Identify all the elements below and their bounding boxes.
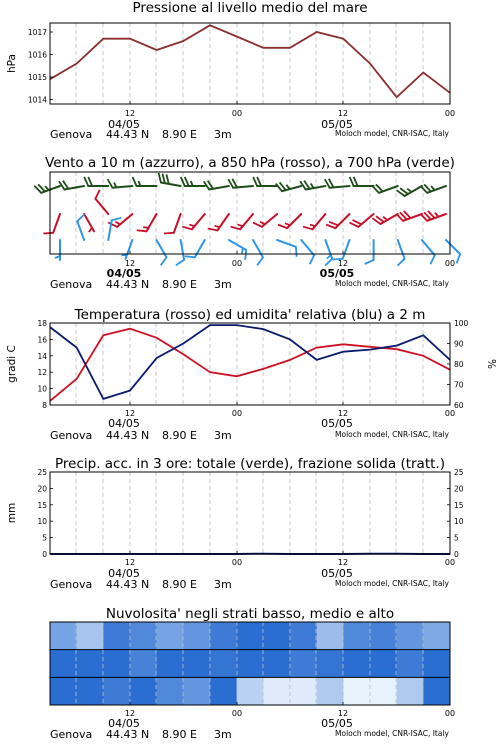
- date-label: 05/05: [321, 417, 353, 430]
- barb-shaft: [53, 214, 60, 233]
- humidity-line: [50, 325, 450, 399]
- cloud-cell: [290, 677, 317, 705]
- barb-shaft: [335, 214, 349, 228]
- wind-barb: [157, 173, 182, 186]
- location-city: Genova: [50, 578, 93, 591]
- wind-barb: [185, 236, 205, 261]
- precip-panel: [6, 456, 464, 591]
- wind-barb: [396, 206, 422, 223]
- cloud-cell: [183, 622, 210, 650]
- cloud-cell: [290, 650, 317, 678]
- date-label: 05/05: [319, 267, 355, 280]
- cloud-cell: [210, 677, 237, 705]
- cloud-cell: [157, 622, 184, 650]
- location-lon: 8.90 E: [162, 128, 197, 141]
- cloud-cell: [210, 622, 237, 650]
- cloud-cell: [77, 650, 104, 678]
- panel-title: Nuvolosita' negli strati basso, medio e alto: [105, 606, 395, 622]
- panel-title: Pressione al livello medio del mare: [132, 0, 368, 16]
- cloud-cell: [183, 650, 210, 678]
- time-tick-label: 00: [444, 109, 456, 118]
- y-tick-label: 5: [454, 533, 459, 543]
- cloud-cell: [343, 650, 370, 678]
- wind-barb: [372, 206, 397, 226]
- cloud-cell: [343, 622, 370, 650]
- time-tick-label: 12: [337, 709, 349, 718]
- wind-barb: [253, 207, 277, 229]
- barb-full: [396, 259, 406, 266]
- y-tick-label: 1015: [27, 73, 47, 82]
- wind-barb: [294, 240, 316, 264]
- y-tick-label: 18: [37, 319, 47, 328]
- wind-barb: [181, 177, 205, 186]
- barb-shaft: [287, 214, 301, 228]
- model-credit: Moloch model, CNR-ISAC, Italy: [335, 430, 449, 439]
- cloud-cell: [210, 650, 237, 678]
- location-lat: 44.43 N: [106, 429, 150, 442]
- barb-shaft: [84, 214, 94, 231]
- cloud-cell: [77, 677, 104, 705]
- barb-full: [157, 173, 163, 183]
- location-alt: 3m: [214, 278, 232, 291]
- cloud-cell: [50, 650, 77, 678]
- cloud-cell: [397, 622, 424, 650]
- location-lat: 44.43 N: [106, 128, 150, 141]
- barb-full: [112, 216, 122, 222]
- wind-barb: [108, 177, 133, 188]
- barb-full: [185, 177, 189, 186]
- wind-barb: [389, 240, 406, 266]
- date-label: 05/05: [321, 717, 353, 730]
- wind-barb: [415, 240, 437, 264]
- y-tick-label: 10: [37, 384, 47, 394]
- barb-shaft: [313, 214, 326, 229]
- pressure-line: [50, 25, 450, 97]
- location-alt: 3m: [214, 429, 232, 442]
- y-tick-label: 1014: [27, 95, 47, 105]
- y-tick-label: 90: [454, 339, 464, 349]
- wind-barb: [245, 240, 265, 265]
- time-tick-label: 12: [337, 109, 349, 118]
- model-credit: Moloch model, CNR-ISAC, Italy: [335, 279, 449, 288]
- barb-shaft: [405, 186, 422, 196]
- cloud-cell: [263, 677, 290, 705]
- cloud-cell: [343, 677, 370, 705]
- barb-full: [133, 177, 137, 186]
- location-lat: 44.43 N: [106, 728, 150, 741]
- barb-full: [93, 190, 102, 199]
- barb-full: [354, 177, 358, 186]
- time-tick-label: 12: [124, 259, 136, 268]
- wind-barb: [59, 177, 84, 190]
- barb-full: [350, 177, 354, 186]
- wind-barb: [204, 177, 229, 190]
- y-tick-label: 14: [37, 351, 47, 361]
- wind-barb: [326, 208, 349, 231]
- cloud-cell: [290, 622, 317, 650]
- location-city: Genova: [50, 128, 93, 141]
- location-lat: 44.43 N: [106, 578, 150, 591]
- model-credit: Moloch model, CNR-ISAC, Italy: [335, 579, 449, 588]
- barb-full: [307, 255, 316, 264]
- cloud-cell: [423, 622, 450, 650]
- wind-panel: [34, 155, 463, 291]
- barb-shaft: [343, 240, 350, 259]
- barb-shaft: [422, 240, 435, 255]
- cloud-cell: [317, 622, 344, 650]
- barb-shaft: [195, 240, 205, 257]
- cloud-cell: [103, 622, 130, 650]
- y-tick-label: 8: [42, 401, 47, 410]
- cloud-cell: [103, 650, 130, 678]
- barb-full: [293, 247, 300, 257]
- cloud-cell: [103, 677, 130, 705]
- wind-barb: [231, 208, 253, 232]
- time-tick-label: 00: [444, 259, 456, 268]
- barb-half: [115, 220, 120, 225]
- panel-title: Temperatura (rosso) ed umidita' relativa (blu) a 2 m: [74, 307, 426, 323]
- temperature-line: [50, 329, 450, 401]
- time-tick-label: 00: [231, 259, 243, 268]
- time-tick-label: 12: [124, 709, 136, 718]
- barb-shaft: [277, 240, 296, 247]
- barb-full: [84, 177, 88, 186]
- time-tick-label: 12: [124, 558, 136, 567]
- barb-shaft: [95, 199, 108, 214]
- panel-title: Precip. acc. in 3 ore: totale (verde), frazione solida (tratt.): [55, 456, 445, 472]
- cloud-cell: [397, 650, 424, 678]
- panel-title: Vento a 10 m (azzurro), a 850 hPa (rosso), a 700 hPa (verde): [45, 155, 455, 171]
- cloud-cell: [157, 677, 184, 705]
- cloud-cell: [50, 677, 77, 705]
- barb-full: [253, 177, 257, 186]
- barb-shaft: [301, 240, 314, 255]
- y-tick-label: 0: [42, 550, 47, 559]
- wind-barb: [182, 208, 204, 232]
- wind-barb: [208, 209, 229, 234]
- cloud-cell: [370, 650, 397, 678]
- wind-barb: [43, 211, 60, 237]
- wind-barb: [317, 240, 334, 266]
- y-axis-label: hPa: [6, 54, 18, 73]
- cloud-cell: [370, 622, 397, 650]
- wind-barb: [149, 240, 169, 265]
- model-credit: Moloch model, CNR-ISAC, Italy: [335, 729, 449, 738]
- time-tick-label: 12: [124, 109, 136, 118]
- barb-full: [76, 214, 86, 221]
- barb-full: [454, 254, 463, 263]
- barb-full: [365, 260, 374, 264]
- barb-shaft: [181, 240, 184, 260]
- time-tick-label: 00: [231, 409, 243, 418]
- y-tick-label: 5: [42, 533, 47, 543]
- wind-barb: [108, 216, 121, 241]
- wind-barb: [300, 177, 325, 190]
- time-tick-label: 00: [231, 558, 243, 567]
- cloud-cell: [263, 622, 290, 650]
- time-tick-label: 00: [444, 709, 456, 718]
- cloud-panel: [50, 606, 455, 741]
- barb-shaft: [161, 183, 181, 186]
- y-tick-label: 60: [454, 401, 464, 410]
- time-tick-label: 00: [444, 558, 456, 567]
- wind-barb: [228, 177, 253, 188]
- cloud-cell: [50, 622, 77, 650]
- y-tick-label: 25: [37, 468, 47, 477]
- date-label: 04/05: [108, 717, 140, 730]
- barb-half: [260, 220, 265, 225]
- cloud-cell: [237, 650, 264, 678]
- barb-shaft: [240, 214, 253, 229]
- barb-full: [181, 177, 185, 186]
- cloud-cell: [423, 650, 450, 678]
- barb-shaft: [77, 221, 84, 240]
- location-alt: 3m: [214, 128, 232, 141]
- barb-shaft: [398, 240, 405, 259]
- barb-full: [88, 177, 92, 186]
- cloud-cell: [317, 650, 344, 678]
- time-tick-label: 00: [444, 409, 456, 418]
- location-lat: 44.43 N: [106, 278, 150, 291]
- wind-barb: [133, 177, 157, 186]
- wind-barb: [325, 177, 350, 188]
- wind-barb: [372, 178, 398, 195]
- cloud-cell: [317, 677, 344, 705]
- y-tick-label: 15: [37, 500, 47, 510]
- wind-barb: [276, 177, 302, 192]
- barb-full: [255, 257, 265, 265]
- y-axis-label: gradi C: [6, 345, 18, 383]
- date-label: 04/05: [106, 267, 142, 280]
- y-axis-label-right: %: [485, 359, 497, 369]
- date-label: 04/05: [108, 417, 140, 430]
- plot-frame: [50, 472, 450, 554]
- y-tick-label: 1016: [27, 50, 47, 60]
- time-tick-label: 00: [231, 109, 243, 118]
- y-tick-label: 12: [37, 368, 47, 378]
- date-label: 05/05: [321, 567, 353, 580]
- wind-barb: [121, 238, 133, 259]
- barb-shaft: [380, 214, 397, 224]
- location-city: Genova: [50, 429, 93, 442]
- y-tick-label: 15: [454, 500, 464, 510]
- pressure-panel: [6, 0, 455, 141]
- wind-barb: [253, 177, 277, 186]
- wind-barb: [84, 177, 108, 186]
- cloud-cell: [157, 650, 184, 678]
- wind-barb: [420, 206, 446, 223]
- barb-shaft: [358, 214, 373, 227]
- wind-barb: [303, 208, 325, 232]
- wind-barb: [34, 178, 60, 195]
- location-lon: 8.90 E: [162, 278, 197, 291]
- time-tick-label: 12: [337, 409, 349, 418]
- cloud-cell: [130, 622, 157, 650]
- barb-full: [175, 260, 185, 266]
- wind-barb: [164, 211, 181, 237]
- cloud-cell: [237, 622, 264, 650]
- barb-shaft: [126, 240, 133, 259]
- y-tick-label: 10: [37, 517, 47, 527]
- y-tick-label: 1017: [27, 28, 47, 37]
- y-tick-label: 0: [454, 550, 459, 559]
- wind-barb: [137, 210, 157, 235]
- y-tick-label: 20: [37, 484, 47, 494]
- barb-shaft: [147, 214, 157, 231]
- y-tick-label: 80: [454, 360, 464, 369]
- location-lon: 8.90 E: [162, 728, 197, 741]
- time-tick-label: 00: [231, 709, 243, 718]
- date-label: 04/05: [108, 567, 140, 580]
- barb-full: [428, 255, 437, 264]
- barb-shaft: [446, 240, 460, 254]
- barb-full: [164, 230, 174, 237]
- barb-full: [324, 259, 334, 266]
- y-tick-label: 20: [454, 484, 464, 494]
- cloud-cell: [183, 677, 210, 705]
- cloud-cell: [370, 677, 397, 705]
- barb-shaft: [253, 240, 263, 257]
- location-alt: 3m: [214, 578, 232, 591]
- barb-shaft: [229, 240, 246, 250]
- temperature-panel: [6, 307, 497, 442]
- plot-frame: [50, 323, 450, 405]
- barb-full: [257, 177, 261, 186]
- cloud-cell: [237, 677, 264, 705]
- wind-barb: [420, 178, 446, 195]
- barb-full: [43, 230, 53, 237]
- cloud-cell: [77, 622, 104, 650]
- date-label: 04/05: [108, 118, 140, 131]
- barb-shaft: [217, 214, 228, 230]
- wind-barb: [93, 190, 115, 214]
- wind-barb: [55, 240, 60, 260]
- barb-shaft: [262, 214, 277, 227]
- y-tick-label: 25: [454, 468, 464, 477]
- wind-barb: [278, 208, 301, 231]
- cloud-cell: [263, 650, 290, 678]
- location-lon: 8.90 E: [162, 578, 197, 591]
- y-axis-label: mm: [6, 502, 18, 524]
- cloud-cell: [423, 677, 450, 705]
- barb-shaft: [192, 214, 205, 229]
- time-tick-label: 12: [337, 259, 349, 268]
- y-tick-label: 10: [454, 517, 464, 527]
- date-label: 05/05: [321, 118, 353, 131]
- time-tick-label: 12: [124, 409, 136, 418]
- plot-frame: [50, 23, 450, 104]
- y-tick-label: 16: [37, 335, 47, 345]
- barb-shaft: [157, 240, 167, 257]
- wind-barb: [76, 214, 93, 240]
- wind-barb: [397, 178, 422, 198]
- location-city: Genova: [50, 278, 93, 291]
- cloud-cell: [130, 677, 157, 705]
- barb-shaft: [174, 214, 181, 233]
- location-city: Genova: [50, 728, 93, 741]
- location-alt: 3m: [214, 728, 232, 741]
- wind-barb: [365, 240, 374, 264]
- y-tick-label: 100: [454, 319, 469, 328]
- cloud-cell: [130, 650, 157, 678]
- cloud-cell: [397, 677, 424, 705]
- barb-full: [159, 257, 169, 265]
- y-tick-label: 70: [454, 380, 464, 390]
- location-lon: 8.90 E: [162, 429, 197, 442]
- model-credit: Moloch model, CNR-ISAC, Italy: [335, 129, 449, 138]
- time-tick-label: 12: [337, 558, 349, 567]
